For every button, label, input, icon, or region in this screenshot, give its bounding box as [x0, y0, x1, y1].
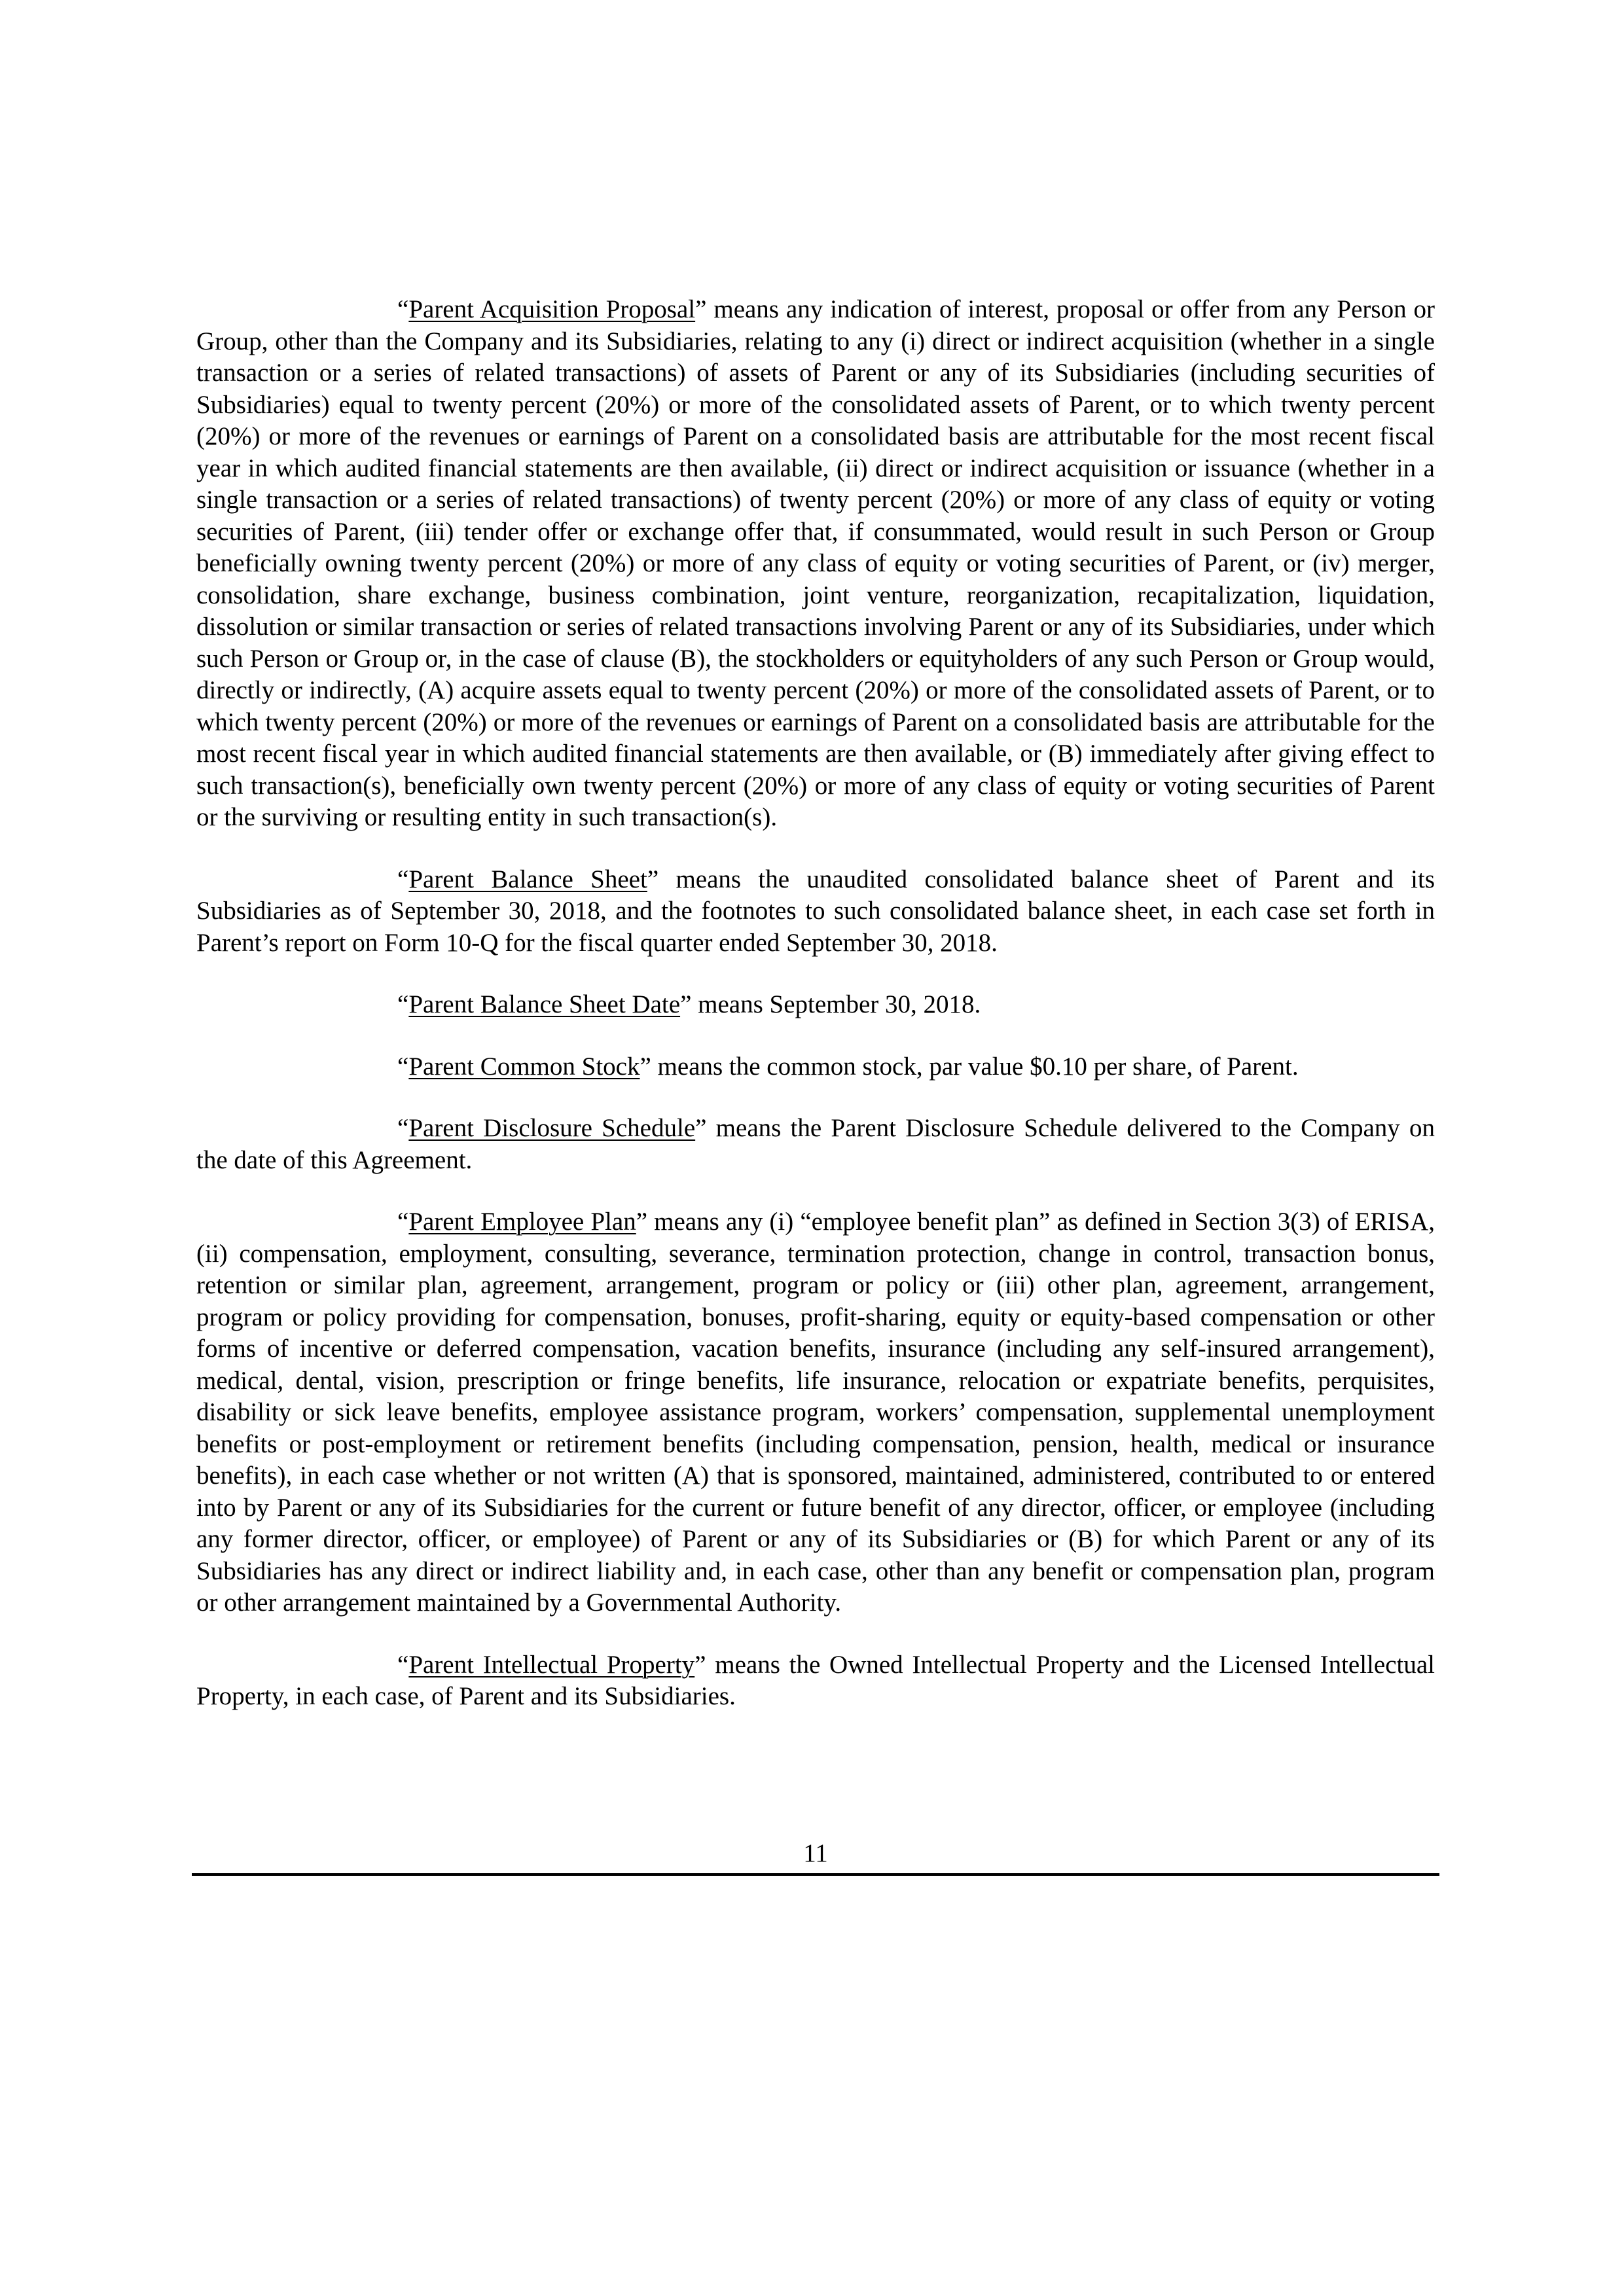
definition-text: means any (i) “employee benefit plan” as defined in Section 3(3) of ERISA, (ii) compensation, employment, consulting, severance, termination protection, change in control, transaction bonus, retention or similar plan, agreement, arrangement, program or policy or (iii) other plan, agreement, arrangement, program or policy providing for compensation, bonuses, profit-sharing, equity or equity-based compensation or other forms of incentive or deferred compensation, vacation benefits, insurance (including any self-insured arrangement), medical, dental, vision, prescription or fringe benefits, life insurance, relocation or expatriate benefits, perquisites, disability or sick leave benefits, employee assistance program, workers’ compensation, supplemental unemployment benefits or post-employment or retirement benefits (including compensation, pension, health, medical or insurance benefits), in each case whether or not written (A) that is sponsored, maintained, administered, contributed to or entered into by Parent or any of its Subsidiaries for the current or future benefit of any director, officer, or employee (including any former director, officer, or employee) of Parent or any of its Subsidiaries or (B) for which Parent or any of its Subsidiaries has any direct or indirect liability and, in each case, other than any benefit or compensation plan, program or other arrangement maintained by a Governmental Authority. [196, 1208, 1435, 1617]
open-quote: “ [397, 295, 409, 323]
defined-term: Parent Disclosure Schedule [408, 1114, 696, 1142]
open-quote: “ [397, 865, 409, 893]
definition-text: means the Parent Disclosure Schedule delivered to the Company on the date of this Agreement. [196, 1114, 1435, 1174]
definition-parent-employee-plan [196, 1206, 1435, 1619]
defined-term: Parent Balance Sheet Date [408, 990, 681, 1018]
definition-parent-acquisition-proposal [196, 294, 1435, 834]
definition-text: means the Owned Intellectual Property and the Licensed Intellectual Property, in each case, of Parent and its Subsidiaries. [196, 1650, 1435, 1710]
definition-parent-disclosure-schedule [196, 1113, 1435, 1176]
document-body [196, 294, 1435, 1743]
definition-text: means the unaudited consolidated balance sheet of Parent and its Subsidiaries as of September 30, 2018, and the footnotes to such consolidated balance sheet, in each case set forth in Parent’s report on Form 10-Q for the fiscal quarter ended September 30, 2018. [196, 865, 1435, 957]
defined-term: Parent Common Stock [408, 1052, 640, 1081]
page-number: 11 [803, 1839, 828, 1867]
open-quote: “ [397, 1208, 409, 1236]
close-quote: ” [640, 1052, 651, 1081]
definition-parent-balance-sheet [196, 864, 1435, 960]
definition-parent-balance-sheet-date [196, 989, 1435, 1021]
open-quote: “ [397, 990, 409, 1018]
definition-text: means any indication of interest, proposal or offer from any Person or Group, other than the Company and its Subsidiaries, relating to any (i) direct or indirect acquisition (whether in a single transaction or a series of related transactions) of assets of Parent or any of its Subsidiaries (including securities of Subsidiaries) equal to twenty percent (20%) or more of the consolidated assets of Parent, or to which twenty percent (20%) or more of the revenues or earnings of Parent on a consolidated basis are attributable for the most recent fiscal year in which audited financial statements are then available, (ii) direct or indirect acquisition or issuance (whether in a single transaction or a series of related transactions) of twenty percent (20%) or more of any class of equity or voting securities of Parent, (iii) tender offer or exchange offer that, if consummated, would result in such Person or Group beneficially owning twenty percent (20%) or more of any class of equity or voting securities of Parent, or (iv) merger, consolidation, share exchange, business combination, joint venture, reorganization, recapitalization, liquidation, dissolution or similar transaction or series of related transactions involving Parent or any of its Subsidiaries, under which such Person or Group or, in the case of clause (B), the stockholders or equityholders of any such Person or Group would, directly or indirectly, (A) acquire assets equal to twenty percent (20%) or more of the consolidated assets of Parent, or to which twenty percent (20%) or more of the revenues or earnings of Parent on a consolidated basis are attributable for the most recent fiscal year in which audited financial statements are then available, or (B) immediately after giving effect to such transaction(s), beneficially own twenty percent (20%) or more of any class of equity or voting securities of Parent or the surviving or resulting entity in such transaction(s). [196, 295, 1435, 831]
close-quote: ” [647, 865, 659, 893]
open-quote: “ [397, 1114, 409, 1142]
open-quote: “ [397, 1052, 409, 1081]
close-quote: ” [636, 1208, 648, 1236]
close-quote: ” [695, 1650, 706, 1679]
definition-parent-common-stock [196, 1051, 1435, 1083]
defined-term: Parent Employee Plan [408, 1208, 636, 1236]
close-quote: ” [695, 295, 707, 323]
definition-text: means September 30, 2018. [691, 990, 981, 1018]
defined-term: Parent Intellectual Property [408, 1650, 695, 1679]
defined-term: Parent Acquisition Proposal [408, 295, 696, 323]
open-quote: “ [397, 1650, 409, 1679]
footer-divider [192, 1873, 1439, 1876]
definition-text: means the common stock, par value $0.10 per share, of Parent. [651, 1052, 1299, 1081]
close-quote: ” [695, 1114, 707, 1142]
defined-term: Parent Balance Sheet [408, 865, 647, 893]
definition-parent-intellectual-property [196, 1649, 1435, 1713]
close-quote: ” [680, 990, 692, 1018]
